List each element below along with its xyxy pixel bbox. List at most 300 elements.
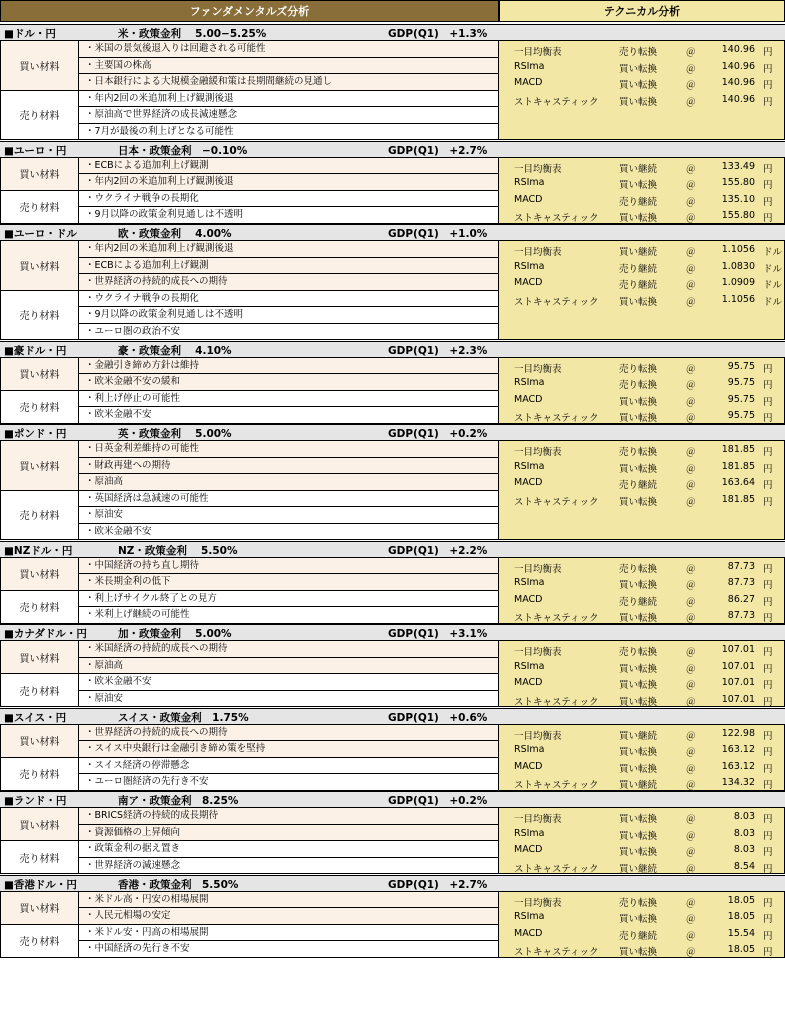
- section-title: [0, 541, 785, 558]
- price-value: 135.10: [721, 193, 755, 205]
- section-title: [0, 24, 785, 41]
- sell-factor-item: ・中国経済の先行き不安: [79, 941, 499, 958]
- indicator-name: ストキャスティック: [514, 863, 599, 875]
- signal: 売り継続: [619, 196, 658, 208]
- sell-factor-item: ・欧米金融不安: [79, 407, 499, 424]
- technical-row: [499, 275, 785, 292]
- technical-row: [499, 59, 785, 76]
- technical-header: テクニカル分析: [499, 0, 785, 22]
- signal: 売り転換: [619, 447, 658, 458]
- buy-factor-item: ・米国経済の持続的成長への期待: [79, 641, 499, 658]
- sell-factors: [0, 925, 499, 958]
- indicator-name: RSIma: [514, 744, 545, 755]
- price-value: 8.03: [733, 811, 755, 822]
- technical-cell: [499, 558, 785, 624]
- indicator-name: RSIma: [514, 260, 545, 272]
- fundamentals-cell: [0, 641, 499, 707]
- price-value: 15.54: [727, 927, 755, 939]
- indicator-name: MACD: [514, 277, 543, 288]
- section-body: [0, 808, 785, 874]
- indicator-name: MACD: [514, 77, 543, 88]
- buy-factor-item: ・世界経済の持続的成長への期待: [79, 725, 499, 742]
- technical-cell: [499, 808, 785, 874]
- technical-row: [499, 492, 785, 509]
- technical-row: [499, 408, 785, 425]
- sell-factor-item: ・ウクライナ戦争の長期化: [79, 291, 499, 308]
- technical-row: [499, 809, 785, 826]
- technical-row: [499, 392, 785, 409]
- buy-factors-label: 買い材料: [0, 892, 79, 925]
- section-body: [0, 41, 785, 140]
- buy-factors-label: 買い材料: [0, 808, 79, 841]
- indicator-name: 一目均衡表: [514, 247, 562, 258]
- indicator-name: MACD: [514, 393, 543, 405]
- buy-factor-item: ・世界経済の持続的成長への期待: [79, 274, 499, 291]
- indicator-name: RSIma: [514, 377, 545, 388]
- technical-row: [499, 292, 785, 309]
- technical-row: [499, 675, 785, 692]
- buy-factor-item: ・金融引き締め方針は維持: [79, 358, 499, 375]
- signal: 買い転換: [619, 580, 658, 591]
- technical-row: [499, 842, 785, 859]
- technical-row: [499, 475, 785, 492]
- currency-pair: ■NZドル・円: [4, 544, 73, 557]
- indicator-name: 一目均衡表: [514, 47, 562, 58]
- gdp-growth: GDP(Q1) +1.0%: [388, 228, 488, 240]
- price-unit: ドル: [763, 296, 783, 308]
- technical-row: [499, 442, 785, 459]
- signal: 買い継続: [619, 163, 658, 175]
- sell-factor-item: ・原油高で世界経済の成長減速懸念: [79, 107, 499, 124]
- signal: 買い転換: [619, 763, 658, 775]
- signal: 買い転換: [619, 496, 658, 508]
- technical-row: [499, 859, 785, 876]
- sell-factors: [0, 291, 499, 341]
- technical-row: [499, 175, 785, 192]
- gdp-growth: GDP(Q1) +1.3%: [388, 28, 488, 40]
- sell-factors: [0, 191, 499, 224]
- at-mark: ＠: [686, 930, 696, 942]
- signal: 売り継続: [619, 263, 658, 275]
- price-value: 8.54: [733, 860, 755, 872]
- fundamentals-cell: [0, 725, 499, 791]
- indicator-name: RSIma: [514, 460, 545, 472]
- section-body: [0, 158, 785, 224]
- price-value: 1.0830: [721, 260, 755, 272]
- section-title: [0, 341, 785, 358]
- price-unit: 円: [763, 814, 773, 825]
- price-value: 140.96: [721, 60, 755, 72]
- technical-row: [499, 742, 785, 759]
- price-unit: 円: [763, 563, 773, 575]
- price-unit: 円: [763, 696, 773, 708]
- signal: 売り継続: [619, 930, 658, 942]
- at-mark: ＠: [686, 780, 696, 791]
- sell-factors-label: 売り材料: [0, 591, 79, 624]
- at-mark: ＠: [686, 596, 696, 608]
- at-mark: ＠: [686, 63, 696, 75]
- sell-factor-item: ・9月以降の政策金利見通しは不透明: [79, 207, 499, 224]
- buy-factors: [0, 892, 499, 925]
- technical-row: [499, 592, 785, 609]
- at-mark: ＠: [686, 280, 696, 291]
- policy-rate: 欧・政策金利 4.00%: [118, 228, 232, 240]
- buy-factor-item: ・米国の景気後退入りは回避される可能性: [79, 41, 499, 58]
- at-mark: ＠: [686, 763, 696, 775]
- price-value: 140.96: [721, 77, 755, 88]
- indicator-name: ストキャスティック: [514, 213, 599, 224]
- signal: 買い転換: [619, 613, 658, 624]
- buy-factor-item: ・財政再建への期待: [79, 458, 499, 475]
- price-unit: 円: [763, 580, 773, 591]
- sell-factors: [0, 591, 499, 624]
- technical-cell: [499, 41, 785, 140]
- buy-factors-label: 買い材料: [0, 241, 79, 291]
- signal: 買い転換: [619, 830, 658, 842]
- sell-factors-label: 売り材料: [0, 758, 79, 791]
- price-value: 1.0909: [721, 277, 755, 288]
- price-unit: ドル: [763, 280, 783, 291]
- at-mark: ＠: [686, 747, 696, 758]
- indicator-name: RSIma: [514, 577, 545, 588]
- price-value: 107.01: [721, 693, 755, 705]
- price-value: 18.05: [727, 944, 755, 955]
- sell-factor-item: ・7月が最後の利上げとなる可能性: [79, 124, 499, 141]
- price-unit: 円: [763, 647, 773, 658]
- price-unit: 円: [763, 180, 773, 191]
- sell-factors-label: 売り材料: [0, 91, 79, 141]
- indicator-name: MACD: [514, 477, 543, 488]
- sell-factors: [0, 674, 499, 707]
- currency-pair: ■ドル・円: [4, 28, 56, 40]
- price-value: 8.03: [733, 844, 755, 855]
- signal: 売り転換: [619, 380, 658, 391]
- price-unit: 円: [763, 363, 773, 375]
- technical-row: [499, 659, 785, 676]
- price-value: 181.85: [721, 460, 755, 472]
- fundamentals-cell: [0, 158, 499, 224]
- at-mark: ＠: [686, 96, 696, 108]
- at-mark: ＠: [686, 863, 696, 875]
- at-mark: ＠: [686, 496, 696, 508]
- indicator-name: RSIma: [514, 660, 545, 672]
- buy-factor-item: ・原油高: [79, 474, 499, 491]
- signal: 買い転換: [619, 213, 658, 224]
- sell-factor-item: ・政策金利の据え置き: [79, 841, 499, 858]
- technical-row: [499, 459, 785, 476]
- sell-factor-item: ・ユーロ圏経済の先行き不安: [79, 774, 499, 791]
- price-unit: 円: [763, 480, 773, 491]
- price-value: 107.01: [721, 644, 755, 655]
- technical-row: [499, 75, 785, 92]
- technical-cell: [499, 158, 785, 224]
- sell-factors-label: 売り材料: [0, 191, 79, 224]
- buy-factors-label: 買い材料: [0, 725, 79, 758]
- price-unit: 円: [763, 680, 773, 691]
- sell-factors-label: 売り材料: [0, 391, 79, 424]
- price-unit: 円: [763, 80, 773, 91]
- price-unit: 円: [763, 63, 773, 75]
- technical-row: [499, 642, 785, 659]
- policy-rate: 豪・政策金利 4.10%: [118, 344, 232, 357]
- indicator-name: 一目均衡表: [514, 563, 562, 575]
- sell-factor-item: ・9月以降の政策金利見通しは不透明: [79, 307, 499, 324]
- signal: 売り継続: [619, 596, 658, 608]
- price-unit: 円: [763, 663, 773, 675]
- gdp-growth: GDP(Q1) +0.6%: [388, 711, 488, 724]
- currency-pair: ■ランド・円: [4, 795, 67, 807]
- technical-row: [499, 909, 785, 926]
- buy-factor-item: ・日英金利差維持の可能性: [79, 441, 499, 458]
- section-body: [0, 641, 785, 707]
- sell-factor-item: ・米利上げ継続の可能性: [79, 607, 499, 624]
- technical-cell: [499, 441, 785, 540]
- at-mark: ＠: [686, 213, 696, 224]
- currency-pair: ■スイス・円: [4, 711, 67, 724]
- gdp-growth: GDP(Q1) +2.7%: [388, 878, 488, 891]
- sell-factor-item: ・スイス経済の停滞懸念: [79, 758, 499, 775]
- price-unit: 円: [763, 897, 773, 909]
- sell-factor-item: ・利上げ停止の可能性: [79, 391, 499, 408]
- gdp-growth: GDP(Q1) +2.7%: [388, 144, 488, 157]
- sell-factor-item: ・欧米金融不安: [79, 674, 499, 691]
- buy-factor-item: ・ECBによる追加利上げ観測: [79, 258, 499, 275]
- price-unit: 円: [763, 947, 773, 958]
- technical-cell: [499, 892, 785, 958]
- price-value: 95.75: [727, 393, 755, 405]
- price-value: 86.27: [727, 593, 755, 605]
- indicator-name: RSIma: [514, 177, 545, 188]
- buy-factor-item: ・ECBによる追加利上げ観測: [79, 158, 499, 175]
- price-value: 8.03: [733, 827, 755, 839]
- price-unit: 円: [763, 930, 773, 942]
- signal: 売り継続: [619, 280, 658, 291]
- gdp-growth: GDP(Q1) +2.2%: [388, 544, 488, 557]
- at-mark: ＠: [686, 413, 696, 424]
- sell-factors-label: 売り材料: [0, 841, 79, 874]
- policy-rate: 日本・政策金利 −0.10%: [118, 144, 248, 157]
- buy-factor-item: ・中国経済の持ち直し期待: [79, 558, 499, 575]
- signal: 売り転換: [619, 363, 658, 375]
- price-value: 87.73: [727, 577, 755, 588]
- price-unit: 円: [763, 747, 773, 758]
- technical-row: [499, 92, 785, 109]
- indicator-name: 一目均衡表: [514, 363, 562, 375]
- sell-factor-item: ・ユーロ圏の政治不安: [79, 324, 499, 341]
- sell-factor-item: ・利上げサイクル終了との見方: [79, 591, 499, 608]
- signal: 買い転換: [619, 914, 658, 925]
- at-mark: ＠: [686, 247, 696, 258]
- signal: 売り転換: [619, 563, 658, 575]
- currency-pair: ■ユーロ・円: [4, 144, 67, 157]
- price-unit: 円: [763, 380, 773, 391]
- technical-cell: [499, 641, 785, 707]
- at-mark: ＠: [686, 847, 696, 858]
- price-value: 95.75: [727, 360, 755, 372]
- buy-factors: [0, 725, 499, 758]
- buy-factor-item: ・BRICS経済の持続的成長期待: [79, 808, 499, 825]
- at-mark: ＠: [686, 196, 696, 208]
- price-unit: 円: [763, 596, 773, 608]
- sell-factor-item: ・ウクライナ戦争の長期化: [79, 191, 499, 208]
- at-mark: ＠: [686, 80, 696, 91]
- price-value: 155.80: [721, 177, 755, 188]
- currency-pair: ■豪ドル・円: [4, 344, 67, 357]
- price-value: 163.64: [721, 477, 755, 488]
- at-mark: ＠: [686, 396, 696, 408]
- price-unit: 円: [763, 613, 773, 624]
- sell-factor-item: ・英国経済は急減速の可能性: [79, 491, 499, 508]
- sell-factors: [0, 491, 499, 541]
- technical-row: [499, 559, 785, 576]
- technical-row: [499, 942, 785, 959]
- technical-row: [499, 775, 785, 792]
- indicator-name: 一目均衡表: [514, 730, 562, 742]
- indicator-name: ストキャスティック: [514, 96, 599, 108]
- price-value: 181.85: [721, 444, 755, 455]
- indicator-name: ストキャスティック: [514, 296, 599, 308]
- policy-rate: 加・政策金利 5.00%: [118, 628, 232, 640]
- price-unit: ドル: [763, 263, 783, 275]
- section-body: [0, 558, 785, 624]
- price-value: 122.98: [721, 727, 755, 739]
- buy-factors: [0, 241, 499, 291]
- indicator-name: MACD: [514, 193, 543, 205]
- signal: 買い転換: [619, 296, 658, 308]
- buy-factors: [0, 358, 499, 391]
- indicator-name: ストキャスティック: [514, 613, 599, 624]
- technical-row: [499, 208, 785, 225]
- price-unit: 円: [763, 96, 773, 108]
- buy-factors: [0, 441, 499, 491]
- at-mark: ＠: [686, 814, 696, 825]
- at-mark: ＠: [686, 663, 696, 675]
- price-value: 95.75: [727, 377, 755, 388]
- sell-factors: [0, 758, 499, 791]
- technical-row: [499, 42, 785, 59]
- policy-rate: 香港・政策金利 5.50%: [118, 878, 239, 891]
- sell-factor-item: ・年内2回の米追加利上げ観測後退: [79, 91, 499, 108]
- sell-factor-item: ・欧米金融不安: [79, 524, 499, 541]
- price-value: 107.01: [721, 677, 755, 688]
- section-body: [0, 725, 785, 791]
- technical-row: [499, 826, 785, 843]
- signal: 売り転換: [619, 897, 658, 909]
- at-mark: ＠: [686, 897, 696, 909]
- price-unit: ドル: [763, 247, 783, 258]
- at-mark: ＠: [686, 830, 696, 842]
- price-value: 107.01: [721, 660, 755, 672]
- buy-factors: [0, 641, 499, 674]
- fundamentals-cell: [0, 808, 499, 874]
- indicator-name: MACD: [514, 760, 543, 772]
- technical-row: [499, 375, 785, 392]
- section-title: [0, 424, 785, 441]
- price-unit: 円: [763, 213, 773, 224]
- price-unit: 円: [763, 496, 773, 508]
- sell-factor-item: ・米ドル安・円高の相場展開: [79, 925, 499, 942]
- gdp-growth: GDP(Q1) +3.1%: [388, 628, 488, 640]
- indicator-name: ストキャスティック: [514, 413, 599, 424]
- at-mark: ＠: [686, 447, 696, 458]
- price-value: 134.32: [721, 777, 755, 788]
- indicator-name: 一目均衡表: [514, 647, 562, 658]
- sell-factors-label: 売り材料: [0, 674, 79, 707]
- buy-factor-item: ・主要国の株高: [79, 58, 499, 75]
- technical-row: [499, 759, 785, 776]
- sell-factor-item: ・原油安: [79, 507, 499, 524]
- price-unit: 円: [763, 447, 773, 458]
- price-unit: 円: [763, 396, 773, 408]
- section-body: [0, 892, 785, 958]
- signal: 買い転換: [619, 63, 658, 75]
- buy-factors: [0, 41, 499, 91]
- indicator-name: RSIma: [514, 60, 545, 72]
- price-value: 18.05: [727, 894, 755, 906]
- indicator-name: MACD: [514, 593, 543, 605]
- price-unit: 円: [763, 730, 773, 742]
- currency-pair: ■香港ドル・円: [4, 878, 77, 891]
- fundamentals-cell: [0, 892, 499, 958]
- section-body: [0, 441, 785, 540]
- indicator-name: RSIma: [514, 911, 545, 922]
- section-title: [0, 224, 785, 241]
- signal: 買い継続: [619, 247, 658, 258]
- indicator-name: 一目均衡表: [514, 163, 562, 175]
- fundamentals-header: ファンダメンタルズ分析: [0, 0, 499, 22]
- buy-factors: [0, 158, 499, 191]
- indicator-name: 一目均衡表: [514, 897, 562, 909]
- signal: 売り転換: [619, 47, 658, 58]
- technical-row: [499, 159, 785, 176]
- indicator-name: ストキャスティック: [514, 696, 599, 708]
- fundamentals-cell: [0, 241, 499, 340]
- price-unit: 円: [763, 847, 773, 858]
- at-mark: ＠: [686, 613, 696, 624]
- buy-factor-item: ・人民元相場の安定: [79, 908, 499, 925]
- buy-factors-label: 買い材料: [0, 41, 79, 91]
- indicator-name: ストキャスティック: [514, 780, 599, 791]
- price-value: 95.75: [727, 410, 755, 421]
- signal: 買い転換: [619, 463, 658, 475]
- at-mark: ＠: [686, 380, 696, 391]
- price-unit: 円: [763, 413, 773, 424]
- policy-rate: NZ・政策金利 5.50%: [118, 544, 238, 557]
- signal: 買い転換: [619, 180, 658, 191]
- signal: 売り継続: [619, 480, 658, 491]
- section-title: [0, 708, 785, 725]
- at-mark: ＠: [686, 947, 696, 958]
- currency-pair: ■ポンド・円: [4, 428, 67, 440]
- buy-factors-label: 買い材料: [0, 358, 79, 391]
- signal: 買い転換: [619, 396, 658, 408]
- price-value: 87.73: [727, 610, 755, 621]
- price-value: 163.12: [721, 744, 755, 755]
- signal: 買い転換: [619, 814, 658, 825]
- section-title: [0, 624, 785, 641]
- section-title: [0, 791, 785, 808]
- signal: 買い継続: [619, 863, 658, 875]
- signal: 買い転換: [619, 80, 658, 91]
- gdp-growth: GDP(Q1) +0.2%: [388, 795, 488, 807]
- sell-factors: [0, 391, 499, 424]
- fundamentals-cell: [0, 558, 499, 624]
- price-unit: 円: [763, 196, 773, 208]
- technical-row: [499, 893, 785, 910]
- buy-factor-item: ・スイス中央銀行は金融引き締め策を堅持: [79, 741, 499, 758]
- sell-factors: [0, 91, 499, 141]
- technical-row: [499, 926, 785, 943]
